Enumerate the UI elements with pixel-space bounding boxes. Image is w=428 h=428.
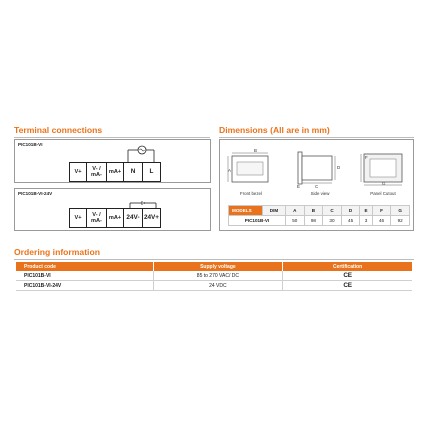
dim-label-f: F bbox=[365, 155, 368, 160]
supply-voltage-cell: 24 VDC bbox=[153, 281, 283, 291]
terminal-model-2-name: PIC101B-VI-24V bbox=[18, 191, 53, 196]
value-g: 92 bbox=[391, 216, 410, 226]
terminal-block-model-1 bbox=[69, 162, 161, 182]
caption-front-bezel: Front bezel bbox=[240, 191, 262, 196]
display-window bbox=[237, 162, 263, 175]
terminal-v-plus-24v: V+ bbox=[69, 208, 86, 228]
col-header-b: B bbox=[304, 206, 323, 216]
value-c: 30 bbox=[323, 216, 342, 226]
dimensions-table-header bbox=[229, 206, 410, 216]
table-row bbox=[229, 216, 410, 226]
ce-mark-icon: CE bbox=[343, 272, 352, 279]
row-model-name: PIC101B-VI bbox=[229, 216, 286, 226]
terminal-model-1-name: PIC101B-VI bbox=[18, 142, 43, 147]
ordering-information-title: Ordering information bbox=[14, 247, 100, 257]
terminal-connections-title: Terminal connections bbox=[14, 125, 103, 135]
header-product-code: Product code bbox=[16, 262, 153, 271]
terminal-ma-plus: mA+ bbox=[106, 162, 123, 182]
header-certification: Certification bbox=[283, 262, 412, 271]
certification-cell bbox=[283, 281, 412, 291]
side-bezel bbox=[298, 152, 302, 184]
caption-side-view: Side view bbox=[310, 191, 330, 196]
ac-supply-symbol bbox=[124, 143, 164, 163]
terminal-block-model-2 bbox=[69, 208, 161, 228]
terminal-v-minus-ma-minus: V- / mA- bbox=[86, 162, 106, 182]
ordering-table bbox=[16, 262, 412, 291]
col-header-d: D bbox=[341, 206, 360, 216]
col-header-e: E bbox=[360, 206, 372, 216]
dimensions-title-rule bbox=[219, 137, 414, 138]
dim-label-e: E bbox=[297, 184, 300, 189]
product-code-cell: PIC101B-VI-24V bbox=[16, 281, 153, 291]
terminal-v-plus: V+ bbox=[69, 162, 86, 182]
terminal-n: N bbox=[123, 162, 142, 182]
supply-voltage-cell: 85 to 270 VAC/ DC bbox=[153, 271, 283, 281]
table-row bbox=[16, 271, 412, 281]
terminal-ma-plus-24v: mA+ bbox=[106, 208, 123, 228]
value-e: 3 bbox=[360, 216, 372, 226]
dimensions-table bbox=[228, 205, 410, 226]
cutout-opening bbox=[370, 159, 396, 177]
value-f: 46 bbox=[372, 216, 391, 226]
value-a: 50 bbox=[286, 216, 305, 226]
side-body bbox=[302, 156, 332, 180]
table-row bbox=[16, 281, 412, 291]
dim-label-g: G bbox=[382, 181, 386, 186]
col-header-a: A bbox=[286, 206, 305, 216]
dim-label-d: D bbox=[337, 165, 341, 170]
terminal-title-rule bbox=[14, 137, 210, 138]
col-header-c: C bbox=[323, 206, 342, 216]
caption-panel-cutout: Panel Cutout bbox=[370, 191, 396, 196]
product-code-cell: PIC101B-VI bbox=[16, 271, 153, 281]
col-header-g: G bbox=[391, 206, 410, 216]
ordering-title-rule bbox=[14, 259, 414, 260]
ce-mark-icon: CE bbox=[343, 282, 352, 289]
front-bezel-drawing bbox=[227, 147, 275, 189]
dim-label-a: A bbox=[228, 168, 231, 173]
dim-label-c: C bbox=[315, 184, 319, 189]
certification-cell bbox=[283, 271, 412, 281]
terminal-24v-minus: 24V- bbox=[123, 208, 142, 228]
header-supply-voltage: Supply voltage bbox=[153, 262, 283, 271]
dimensions-title: Dimensions (All are in mm) bbox=[219, 125, 330, 135]
terminal-l: L bbox=[142, 162, 161, 182]
ordering-table-header bbox=[16, 262, 412, 271]
terminal-24v-plus: 24V+ bbox=[142, 208, 161, 228]
terminal-v-minus-ma-minus-24v: V- / mA- bbox=[86, 208, 106, 228]
value-d: 45 bbox=[341, 216, 360, 226]
value-b: 98 bbox=[304, 216, 323, 226]
col-header-f: F bbox=[372, 206, 391, 216]
models-header: MODELS bbox=[229, 206, 263, 216]
dim-header: DIM bbox=[263, 206, 286, 216]
dim-label-b: B bbox=[254, 148, 257, 153]
